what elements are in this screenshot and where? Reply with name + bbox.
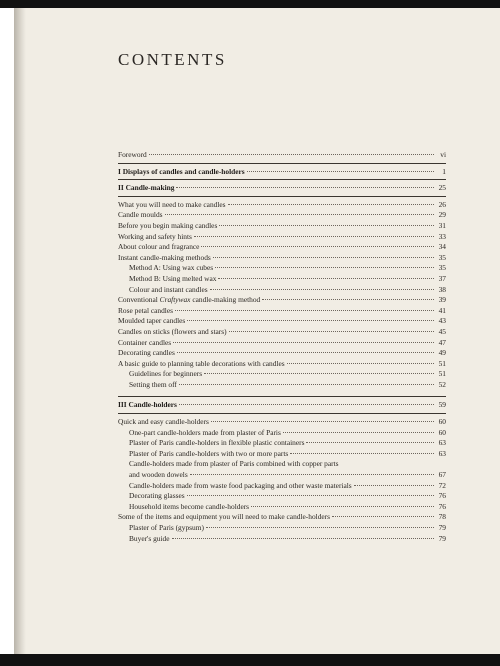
toc-page-number: 79 bbox=[438, 523, 446, 532]
dot-leader bbox=[172, 538, 434, 539]
toc-entry-label: Candle-holders made from waste food packaging and other waste materials bbox=[129, 480, 352, 490]
toc-page-number: 76 bbox=[438, 501, 446, 511]
dot-leader bbox=[176, 187, 434, 188]
toc-entry-label: Decorating glasses bbox=[129, 491, 185, 501]
toc-subentry[interactable] bbox=[118, 449, 446, 460]
toc-entry[interactable] bbox=[118, 359, 446, 370]
toc-entry-label: Rose petal candles bbox=[118, 305, 174, 315]
toc-entry-foreword[interactable] bbox=[118, 150, 446, 161]
toc-subentry[interactable] bbox=[118, 481, 446, 492]
table-of-contents bbox=[118, 150, 446, 544]
toc-entry-label: One-part candle-holders made from plaster of Paris bbox=[129, 427, 281, 437]
toc-entry-label: Before you begin making candles bbox=[118, 220, 218, 230]
toc-entry-label-line2: and wooden dowels bbox=[129, 470, 188, 480]
toc-entry-label bbox=[118, 295, 260, 306]
toc-entry-label: Method A: Using wax cubes bbox=[129, 263, 214, 273]
section-label: I Displays of candles and candle-holders bbox=[118, 166, 245, 176]
toc-subentry[interactable] bbox=[118, 502, 446, 513]
toc-page-number: 35 bbox=[438, 252, 446, 262]
dot-leader bbox=[177, 352, 434, 353]
section-label: III Candle-holders bbox=[118, 400, 177, 410]
dot-leader bbox=[287, 363, 434, 364]
toc-entry[interactable] bbox=[118, 316, 446, 327]
toc-page-number: 26 bbox=[438, 199, 446, 209]
dot-leader bbox=[213, 257, 434, 258]
toc-page-number: 38 bbox=[438, 284, 446, 294]
dot-leader bbox=[332, 516, 434, 517]
toc-entry-label: Plaster of Paris candle-holders in flexible plastic containers bbox=[129, 438, 305, 448]
dot-leader bbox=[179, 384, 434, 385]
dot-leader bbox=[218, 278, 434, 279]
toc-entry-label-line1: Candle-holders made from plaster of Paris combined with copper parts bbox=[129, 459, 339, 469]
dot-leader bbox=[211, 421, 434, 422]
toc-page-number: 47 bbox=[438, 337, 446, 347]
toc-entry[interactable] bbox=[118, 221, 446, 232]
toc-entry-label: Working and safety hints bbox=[118, 231, 192, 241]
toc-entry[interactable] bbox=[118, 295, 446, 306]
toc-entry-label: Decorating candles bbox=[118, 348, 175, 358]
toc-page-number: 79 bbox=[438, 533, 446, 543]
toc-entry-label: A basic guide to planning table decorations with candles bbox=[118, 358, 285, 368]
toc-entry-label: Setting them off bbox=[129, 379, 177, 389]
toc-entry[interactable] bbox=[118, 417, 446, 428]
toc-page-number: 59 bbox=[438, 400, 446, 410]
toc-entry-label: About colour and fragrance bbox=[118, 242, 200, 252]
label-prefix: Conventional bbox=[118, 295, 160, 305]
toc-entry-label: Candle moulds bbox=[118, 210, 163, 220]
toc-page-number: 29 bbox=[438, 210, 446, 220]
toc-entry[interactable] bbox=[118, 348, 446, 359]
dot-leader bbox=[262, 299, 434, 300]
toc-page-number: 51 bbox=[438, 369, 446, 379]
toc-entry[interactable] bbox=[118, 210, 446, 221]
section-divider bbox=[118, 163, 446, 164]
page-gutter-shadow bbox=[14, 8, 26, 654]
toc-entry-label: Plaster of Paris (gypsum) bbox=[129, 523, 204, 532]
page-title: CONTENTS bbox=[118, 50, 227, 69]
toc-page-number: 63 bbox=[438, 438, 446, 448]
toc-entry-label: Household items become candle-holders bbox=[129, 501, 250, 511]
toc-page-number: 60 bbox=[438, 417, 446, 427]
toc-subentry-multiline-second[interactable] bbox=[118, 470, 446, 481]
section-divider bbox=[118, 196, 446, 197]
toc-page-number: 52 bbox=[438, 379, 446, 389]
toc-entry[interactable] bbox=[118, 232, 446, 243]
toc-page-number: 43 bbox=[438, 316, 446, 326]
toc-page-number: 31 bbox=[438, 220, 446, 230]
toc-subentry[interactable] bbox=[118, 438, 446, 449]
toc-page-number: 37 bbox=[438, 273, 446, 283]
toc-entry-label: Container candles bbox=[118, 337, 172, 347]
dot-leader bbox=[173, 342, 434, 343]
toc-entry-label: Guidelines for beginners bbox=[129, 369, 203, 379]
dot-leader bbox=[215, 267, 434, 268]
toc-entry[interactable] bbox=[118, 253, 446, 264]
toc-subentry[interactable] bbox=[118, 523, 446, 534]
toc-page-number: 41 bbox=[438, 305, 446, 315]
toc-subentry[interactable] bbox=[118, 369, 446, 380]
toc-page-number: 67 bbox=[438, 470, 446, 480]
toc-page-number: 63 bbox=[438, 448, 446, 458]
toc-page-number: 72 bbox=[438, 480, 446, 490]
toc-subentry-multiline-first[interactable] bbox=[118, 459, 446, 470]
toc-page-number: vi bbox=[440, 150, 446, 159]
toc-page-number: 39 bbox=[438, 295, 446, 305]
dot-leader bbox=[175, 310, 434, 311]
section-label: II Candle-making bbox=[118, 183, 175, 193]
toc-page-number: 1 bbox=[442, 166, 446, 176]
toc-page-number: 78 bbox=[438, 512, 446, 522]
toc-entry-label: Instant candle-making methods bbox=[118, 252, 211, 262]
toc-entry-label: What you will need to make candles bbox=[118, 199, 226, 209]
label-suffix: candle-making method bbox=[190, 295, 261, 305]
bottom-border bbox=[0, 654, 500, 666]
toc-page-number: 33 bbox=[438, 231, 446, 241]
toc-subentry[interactable] bbox=[118, 263, 446, 274]
dot-leader bbox=[201, 246, 434, 247]
dot-leader bbox=[354, 485, 434, 486]
toc-entry-label: Method B: Using melted wax bbox=[129, 273, 217, 283]
toc-page-number: 34 bbox=[438, 242, 446, 252]
toc-entry-label: Plaster of Paris candle-holders with two or more parts bbox=[129, 448, 289, 458]
toc-entry-label: Colour and instant candles bbox=[129, 284, 208, 294]
toc-entry-label: Moulded taper candles bbox=[118, 316, 186, 326]
dot-leader bbox=[247, 171, 434, 172]
toc-subentry[interactable] bbox=[118, 274, 446, 285]
dot-leader bbox=[187, 320, 434, 321]
toc-section-3[interactable] bbox=[118, 400, 446, 411]
dot-leader bbox=[179, 404, 434, 405]
toc-page-number: 25 bbox=[438, 183, 446, 193]
toc-entry-label: Foreword bbox=[118, 150, 147, 159]
toc-entry-label: Buyer's guide bbox=[129, 533, 170, 543]
toc-subentry[interactable] bbox=[118, 285, 446, 296]
section-divider bbox=[118, 179, 446, 180]
toc-section-1[interactable] bbox=[118, 167, 446, 178]
toc-section-2[interactable] bbox=[118, 183, 446, 194]
toc-entry[interactable] bbox=[118, 242, 446, 253]
dot-leader bbox=[204, 373, 434, 374]
toc-entry-label: Candles on sticks (flowers and stars) bbox=[118, 326, 227, 336]
toc-page-number: 35 bbox=[438, 263, 446, 273]
top-border bbox=[0, 0, 500, 8]
dot-leader bbox=[251, 506, 434, 507]
dot-leader bbox=[149, 154, 434, 155]
label-italic: Craftywax bbox=[159, 295, 191, 305]
toc-entry[interactable] bbox=[118, 512, 446, 523]
toc-entry[interactable] bbox=[118, 327, 446, 338]
dot-leader bbox=[219, 225, 434, 226]
dot-leader bbox=[290, 453, 434, 454]
toc-subentry[interactable] bbox=[118, 380, 446, 391]
dot-leader bbox=[283, 432, 434, 433]
toc-page-number: 51 bbox=[438, 358, 446, 368]
toc-page-number: 49 bbox=[438, 348, 446, 358]
toc-entry[interactable] bbox=[118, 200, 446, 211]
toc-entry-label: Some of the items and equipment you will need to make candle-holders bbox=[118, 512, 331, 522]
section-divider bbox=[118, 413, 446, 414]
dot-leader bbox=[190, 474, 434, 475]
dot-leader bbox=[206, 527, 434, 528]
dot-leader bbox=[228, 204, 434, 205]
toc-subentry[interactable] bbox=[118, 534, 446, 545]
dot-leader bbox=[210, 289, 434, 290]
dot-leader bbox=[306, 442, 434, 443]
section-divider bbox=[118, 396, 446, 397]
dot-leader bbox=[165, 214, 434, 215]
toc-subentry[interactable] bbox=[118, 428, 446, 439]
toc-entry[interactable] bbox=[118, 338, 446, 349]
dot-leader bbox=[229, 331, 434, 332]
toc-entry[interactable] bbox=[118, 306, 446, 317]
toc-entry-label: Quick and easy candle-holders bbox=[118, 417, 209, 427]
dot-leader bbox=[194, 236, 434, 237]
dot-leader bbox=[187, 495, 434, 496]
toc-page-number: 45 bbox=[438, 326, 446, 336]
toc-page-number: 60 bbox=[438, 427, 446, 437]
toc-page-number: 76 bbox=[438, 491, 446, 501]
toc-subentry[interactable] bbox=[118, 491, 446, 502]
